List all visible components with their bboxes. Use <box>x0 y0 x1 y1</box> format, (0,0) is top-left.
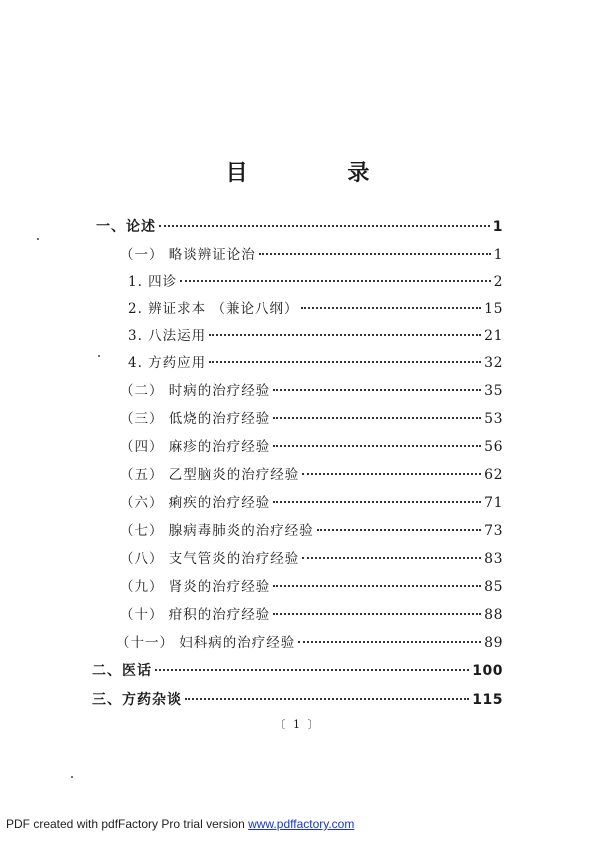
toc-page: 89 <box>484 635 503 651</box>
toc-entry-bianzheng[interactable] <box>120 246 503 264</box>
toc-label: 1. 四诊 <box>128 274 178 290</box>
toc-page: 115 <box>472 692 503 708</box>
toc-page: 88 <box>484 607 503 623</box>
toc-leader <box>180 280 490 282</box>
toc-page: 15 <box>484 301 503 317</box>
toc-leader <box>302 473 481 475</box>
toc-label: 二、医话 <box>92 663 152 679</box>
toc-page: 56 <box>484 439 503 455</box>
toc-page: 62 <box>484 467 503 483</box>
toc-label: 3. 八法运用 <box>128 328 207 344</box>
toc-leader <box>209 334 481 336</box>
toc-page: 35 <box>484 383 503 399</box>
toc-entry-dishao[interactable] <box>120 410 503 428</box>
toc-label: （八） 支气管炎的治疗经验 <box>120 551 300 567</box>
toc-leader <box>273 501 481 503</box>
footer-text: PDF created with pdfFactory Pro trial version <box>6 817 249 831</box>
toc-label: （十） 疳积的治疗经验 <box>120 607 271 623</box>
toc-page: 53 <box>484 411 503 427</box>
toc-leader <box>302 557 481 559</box>
toc-leader <box>273 613 481 615</box>
toc-page: 100 <box>472 663 503 679</box>
toc-entry-naoyan[interactable] <box>120 466 503 484</box>
toc-label: （九） 肾炎的治疗经验 <box>120 579 271 595</box>
toc-label: （二） 时病的治疗经验 <box>120 383 271 399</box>
toc-label: 一、论述 <box>96 219 156 235</box>
toc-label: 三、方药杂谈 <box>92 692 182 708</box>
toc-leader <box>317 529 481 531</box>
toc-leader <box>301 307 481 309</box>
toc-leader <box>259 253 491 255</box>
toc-label: （七） 腺病毒肺炎的治疗经验 <box>120 523 314 539</box>
page-number: 〔 1 〕 <box>274 718 321 731</box>
toc-label: 4. 方药应用 <box>128 355 207 371</box>
toc-leader <box>273 389 481 391</box>
toc-entry-shenyan[interactable] <box>120 578 503 596</box>
toc-label: （五） 乙型脑炎的治疗经验 <box>120 467 300 483</box>
toc-page: 85 <box>484 579 503 595</box>
scan-speck <box>71 776 73 778</box>
toc-entry-bafa[interactable] <box>128 327 503 345</box>
toc-leader <box>298 641 481 643</box>
toc-label: 2. 辨证求本 （兼论八纲） <box>128 301 299 317</box>
toc-entry-zhiqiguan[interactable] <box>120 550 503 568</box>
toc-page: 21 <box>484 328 503 344</box>
scan-speck <box>98 355 100 357</box>
toc-entry-fuke[interactable] <box>116 634 503 652</box>
toc-entry-sizhen[interactable] <box>128 273 503 291</box>
toc-leader <box>209 361 481 363</box>
toc-entry-qiuben[interactable] <box>128 300 503 318</box>
toc-entry-liji[interactable] <box>120 494 503 512</box>
toc-leader <box>273 445 481 447</box>
footer-link[interactable]: www.pdffactory.com <box>248 817 355 831</box>
toc-page: 73 <box>484 523 503 539</box>
toc-entry-yihua[interactable] <box>92 662 503 680</box>
toc-entry-fangyaozatan[interactable] <box>92 691 503 709</box>
toc-label: （一） 略谈辨证论治 <box>120 247 256 263</box>
toc-page: 32 <box>484 355 503 371</box>
toc-page: 1 <box>493 247 503 263</box>
toc-page: 71 <box>484 495 503 511</box>
toc-entry-shibing[interactable] <box>120 382 503 400</box>
toc-label: （十一） 妇科病的治疗经验 <box>116 635 296 651</box>
toc-entry-lunshu[interactable] <box>96 218 503 236</box>
toc-label: （六） 痢疾的治疗经验 <box>120 495 271 511</box>
page-title: 目 录 <box>225 161 416 186</box>
toc-label: （三） 低烧的治疗经验 <box>120 411 271 427</box>
toc-leader <box>185 698 469 700</box>
toc-leader <box>273 585 481 587</box>
toc-leader <box>155 669 469 671</box>
toc-entry-feiyan[interactable] <box>120 522 503 540</box>
pdf-footer <box>6 817 354 831</box>
toc-page: 2 <box>493 274 503 290</box>
toc-leader <box>159 225 490 227</box>
toc-entry-fangyao[interactable] <box>128 354 503 372</box>
toc-page: 1 <box>492 219 503 235</box>
toc-page: 83 <box>484 551 503 567</box>
toc-entry-mazhen[interactable] <box>120 438 503 456</box>
toc-label: （四） 麻疹的治疗经验 <box>120 439 271 455</box>
scan-speck <box>37 238 39 240</box>
toc-entry-ganji[interactable] <box>120 606 503 624</box>
toc-leader <box>273 417 481 419</box>
